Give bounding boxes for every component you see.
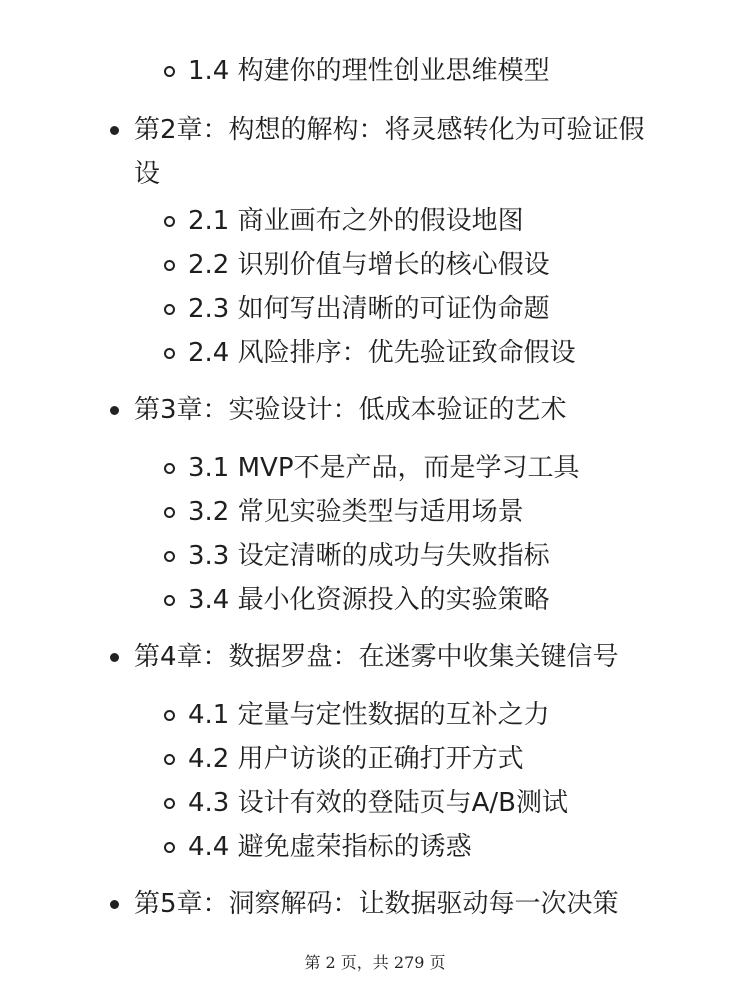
toc-section-4-2 — [188, 737, 524, 781]
toc-section-label: 3.4 最小化资源投入的实验策略 — [188, 585, 550, 615]
toc-section-label: 3.1 MVP不是产品，而是学习工具 — [188, 453, 580, 483]
hollow-bullet-icon — [164, 463, 175, 474]
toc-section-3-1 — [188, 446, 580, 490]
filled-bullet-icon — [110, 406, 119, 415]
hollow-bullet-icon — [164, 216, 175, 227]
toc-section-label: 2.3 如何写出清晰的可证伪命题 — [188, 294, 550, 324]
toc-section-label: 4.3 设计有效的登陆页与A/B测试 — [188, 788, 568, 818]
page-number-text: 第 2 页，共 279 页 — [304, 953, 446, 972]
toc-section-2-2 — [188, 243, 550, 287]
toc-chapter-label: 第3章：实验设计：低成本验证的艺术 — [134, 395, 567, 425]
hollow-bullet-icon — [164, 842, 175, 853]
hollow-bullet-icon — [164, 348, 175, 359]
toc-section-4-1 — [188, 693, 550, 737]
toc-section-3-4 — [188, 578, 550, 622]
toc-section-label: 2.4 风险排序：优先验证致命假设 — [188, 338, 576, 368]
filled-bullet-icon — [110, 653, 119, 662]
toc-section-label: 3.2 常见实验类型与适用场景 — [188, 497, 524, 527]
toc-chapter-2 — [134, 108, 645, 196]
toc-section-3-3 — [188, 534, 550, 578]
toc-chapter-label: 第2章：构想的解构：将灵感转化为可验证假 — [134, 115, 645, 145]
hollow-bullet-icon — [164, 798, 175, 809]
hollow-bullet-icon — [164, 304, 175, 315]
page-footer — [0, 950, 750, 973]
toc-section-label: 3.3 设定清晰的成功与失败指标 — [188, 541, 550, 571]
hollow-bullet-icon — [164, 551, 175, 562]
toc-section-4-3 — [188, 781, 568, 825]
toc-chapter-3 — [134, 388, 567, 432]
toc-chapter-5 — [134, 882, 619, 926]
toc-chapter-label-continued: 设 — [134, 159, 161, 189]
toc-chapter-label: 第5章：洞察解码：让数据驱动每一次决策 — [134, 889, 619, 919]
hollow-bullet-icon — [164, 507, 175, 518]
toc-section-2-1 — [188, 199, 524, 243]
filled-bullet-icon — [110, 900, 119, 909]
toc-section-label: 4.2 用户访谈的正确打开方式 — [188, 744, 524, 774]
toc-section-label: 1.4 构建你的理性创业思维模型 — [188, 56, 550, 86]
hollow-bullet-icon — [164, 66, 175, 77]
toc-section-label: 2.2 识别价值与增长的核心假设 — [188, 250, 550, 280]
toc-section-2-3 — [188, 287, 550, 331]
toc-section-2-4 — [188, 331, 576, 375]
toc-section-label: 2.1 商业画布之外的假设地图 — [188, 206, 524, 236]
toc-chapter-4 — [134, 635, 619, 679]
toc-section-1-4 — [188, 49, 550, 93]
toc-section-3-2 — [188, 490, 524, 534]
toc-section-4-4 — [188, 825, 472, 869]
hollow-bullet-icon — [164, 710, 175, 721]
toc-section-label: 4.4 避免虚荣指标的诱惑 — [188, 832, 472, 862]
toc-chapter-label: 第4章：数据罗盘：在迷雾中收集关键信号 — [134, 642, 619, 672]
hollow-bullet-icon — [164, 754, 175, 765]
filled-bullet-icon — [110, 126, 119, 135]
hollow-bullet-icon — [164, 260, 175, 271]
toc-section-label: 4.1 定量与定性数据的互补之力 — [188, 700, 550, 730]
hollow-bullet-icon — [164, 595, 175, 606]
